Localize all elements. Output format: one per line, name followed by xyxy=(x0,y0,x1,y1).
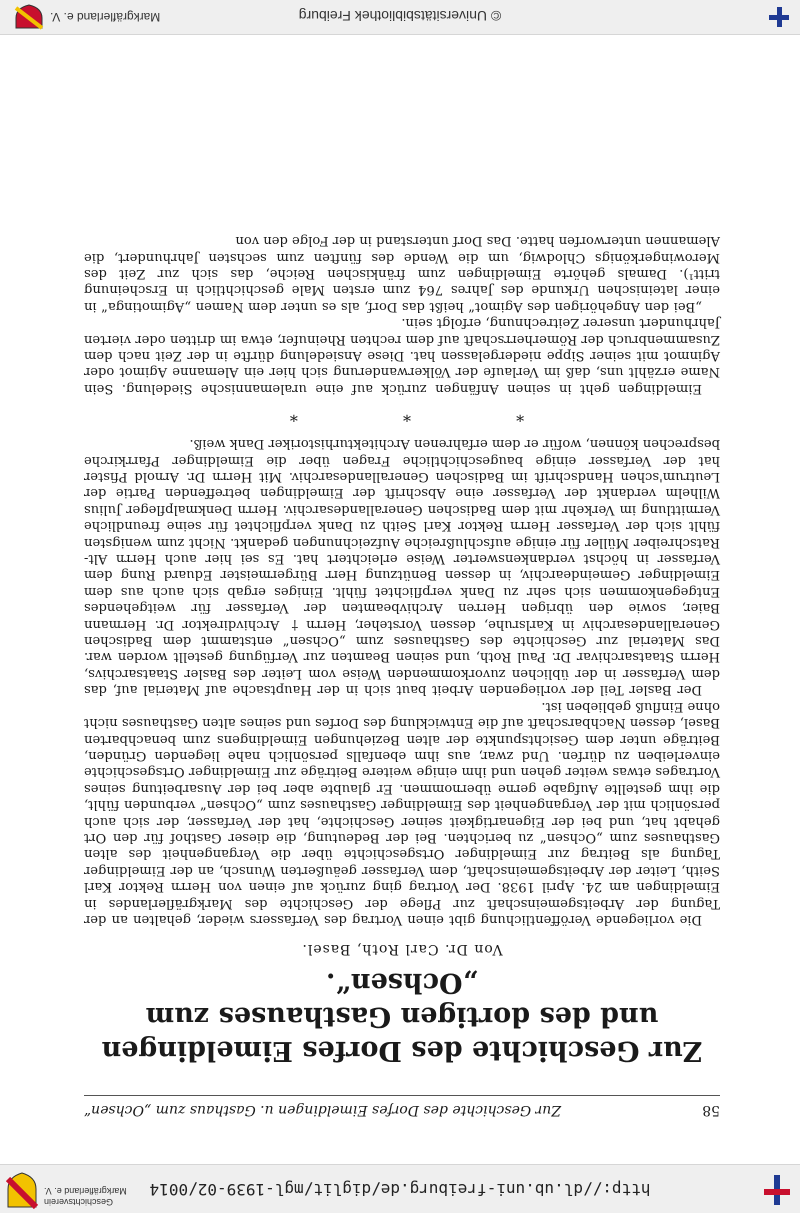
running-head: Zur Geschichte des Dorfes Eimeldingen u. Gasthaus zum „Ochsen“ xyxy=(84,1102,561,1118)
section-separator: * * * xyxy=(239,405,525,425)
paragraph-4: „Bei den Angehörigen des Agimot“ heißt das Dorf, als es unter dem Namen „Agimotinga“ in einer lateinischen Urkunde des Jahres 764 zum ersten Male geschichtlich in Erscheinung tritt¹). Damals gehörte Eimeldingen zum fränkischen Reiche, das sich zur Zeit des Merowingerkönigs Chlodwig, um die Wende des fünften zum sechsten Jahrhundert, die Alemannen unterworfen hatte. Das Dorf unterstand in der Folge den von xyxy=(84,233,720,314)
paragraph-2: Der Basler Teil der vorliegenden Arbeit baut sich in der Hauptsache auf Material auf, das dem Verfasser in der üblichen zuvorkommenden Weise vom Leiter des Basler Staatsarchivs, Herrn Staatsarchivar Dr. Paul Roth, und seinen Beamten zur Verfügung gestellt worden war. Das Material zur Geschichte des Gasthauses zum „Ochsen“ entstammt dem Badischen Generallandesarchiv in Karlsruhe, dessen Vorsteher, Herrn † Archivdirektor Dr. Hermann Baier, sowie den übrigen Herren Archivbeamten der Verfasser für weitgehendes Entgegenkommen sich sehr zu Dank verpflichtet fühlt. Einiges ergab sich auch aus dem Eimeldinger Gemeindearchiv, in dessen Benützung Herr Bürgermeister Eduard Rung dem Verfasser in höchst verdankenswerter Weise erleichtert hat. Es sei hier auch Herrn Alt-Ratschreiber Müller für einige aufschlußreiche Aufzeichnungen gedankt. Nicht zum wenigsten fühlt sich der Verfasser Herrn Rektor Karl Seith zu Dank verpflichtet für seine freundliche Vermittlung im Verkehr mit dem Badischen Generallandesarchiv. Herrn Denkmalpfleger Julius Wilhelm verdankt der Verfasser eine Abschrift der Eimeldingen betreffenden Partie der Leutrum'schen Handschrift im Badischen Generallandesarchiv. Mit Herrn Dr. Arnold Pfister hat der Verfasser einige baugeschichtliche Fragen über die Eimeldinger Pfarrkirche besprechen können, wofür er dem erfahrenen Architekturhistoriker Dank weiß. xyxy=(84,436,720,698)
institution-line-1: Geschichtsverein xyxy=(44,1197,114,1207)
institution-line-2: Markgräflerland e. V. xyxy=(44,1186,127,1196)
viewer-footer xyxy=(0,0,800,35)
institution-name xyxy=(44,1185,127,1207)
society-crest-icon xyxy=(14,4,44,30)
running-header xyxy=(84,1095,720,1118)
viewer-header xyxy=(0,1164,800,1213)
page-number: 58 xyxy=(702,1102,720,1118)
article-title: Zur Geschichte des Dorfes Eimeldingen und des dortigen Gasthauses zum „Ochsen“. xyxy=(101,967,703,1066)
source-url[interactable]: http://dl.ub.uni-freiburg.de/diglit/mgl-1939-02/0014 xyxy=(149,1180,651,1199)
footer-institution: Markgräflerland e. V. xyxy=(50,10,161,24)
paragraph-3: Eimeldingen geht in seinen Anfängen zurück auf eine uralemannische Siedelung. Sein Name erzählt uns, daß im Verlaufe der Völkerwanderung sich hier ein Alemanne Agimot oder Aginmot mit seiner Sippe niedergelassen hat. Diese Ansiedelung dürfte in der Zeit nach dem Zusammenbruch der Römerherrschaft auf dem rechten Rheinufer, etwa im dritten oder vierten Jahrhundert unserer Zeitrechnung, erfolgt sein. xyxy=(84,315,720,396)
copyright-notice: © Universitätsbibliothek Freiburg xyxy=(298,8,502,24)
article-author: Von Dr. Carl Roth, Basel. xyxy=(301,941,503,957)
document-page xyxy=(84,232,720,1118)
paragraph-1: Die vorliegende Veröffentlichung gibt einen Vortrag des Verfassers wieder, gehalten an der Tagung der Arbeitsgemeinschaft zur Pflege der Geschichte des Markgräflerlandes in Eimeldingen am 24. April 1938. Der Vortrag ging zurück auf einen von Herrn Rektor Karl Seith, Leiter der Arbeitsgemeinschaft, dem Verfasser geäußerten Wunsch, an der Eimeldinger Tagung als Beitrag zur Eimeldinger Ortsgeschichte über die Vergangenheit des alten Gasthauses zum „Ochsen“ zu berichten. Bei der Bedeutung, die dieser Gasthof für den Ort gehabt hat, und bei der Eigenartigkeit seiner Geschichte, hat der Verfasser, der sich auch persönlich mit der Vergangenheit des Eimeldinger Gasthauses zum „Ochsen“ verbunden fühlt, die ihm gestellte Aufgabe gerne übernommen. Er glaubte aber bei der Ausarbeitung seines Vortrages etwas weiter gehen und ihm einige weitere Beiträge zur Eimeldinger Ortsgeschichte einverleiben zu dürfen. Und zwar, aus ihm ebenfalls persönlich nahe liegenden Gründen, Beiträge unter dem Gesichtspunkte der alten Beziehungen Eimeldingens zum benachbarten Basel, dessen Nachbarschaft auf die Entwicklung des Dorfes und seines alten Gasthauses nicht ohne Einfluß geblieben ist. xyxy=(84,698,720,927)
coat-of-arms-icon xyxy=(6,1171,38,1209)
